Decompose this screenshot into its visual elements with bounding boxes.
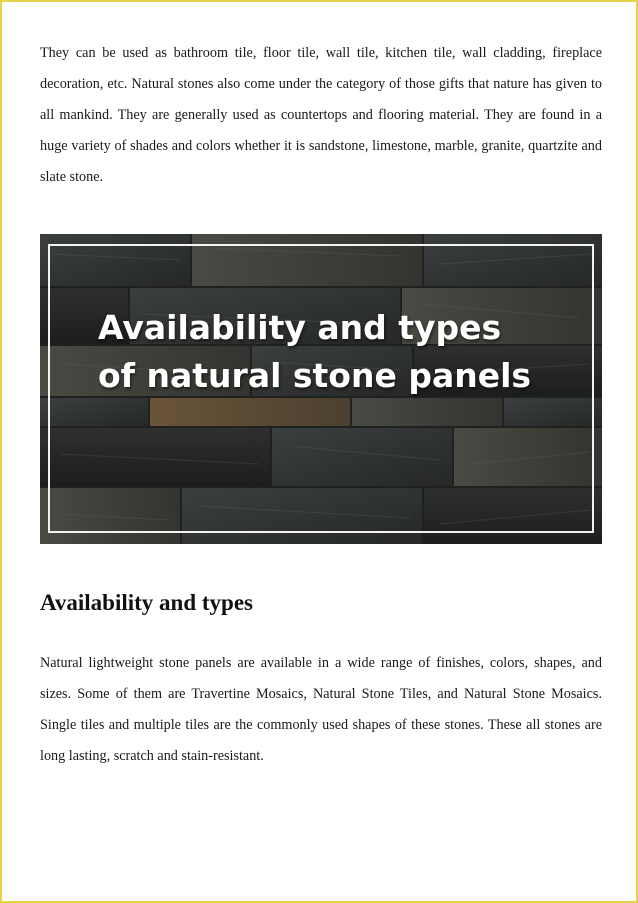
banner-title (98, 304, 531, 400)
banner-title-line-1: Availability and types (98, 308, 502, 347)
banner-title-line-2: of natural stone panels (98, 356, 532, 395)
section-paragraph: Natural lightweight stone panels are available in a wide range of finishes, colors, shapes, and sizes. Some of them are Travertine Mosaics, Natural Stone Tiles, and Natural Stone Mosaics. Single tiles and multiple tiles are the commonly used shapes of these stones. These all stones are long lasting, scratch and stain-resistant. (40, 655, 602, 764)
stone-panels-banner-image (40, 234, 602, 544)
section-heading: Availability and types (40, 590, 253, 615)
intro-paragraph: They can be used as bathroom tile, floor tile, wall tile, kitchen tile, wall cladding, fireplace decoration, etc. Natural stones also come under the category of those gifts that nature has given to all mankind. They are generally used as countertops and flooring material. They are found in a huge variety of shades and colors whether it is sandstone, limestone, marble, granite, quartzite and slate stone. (40, 45, 602, 185)
